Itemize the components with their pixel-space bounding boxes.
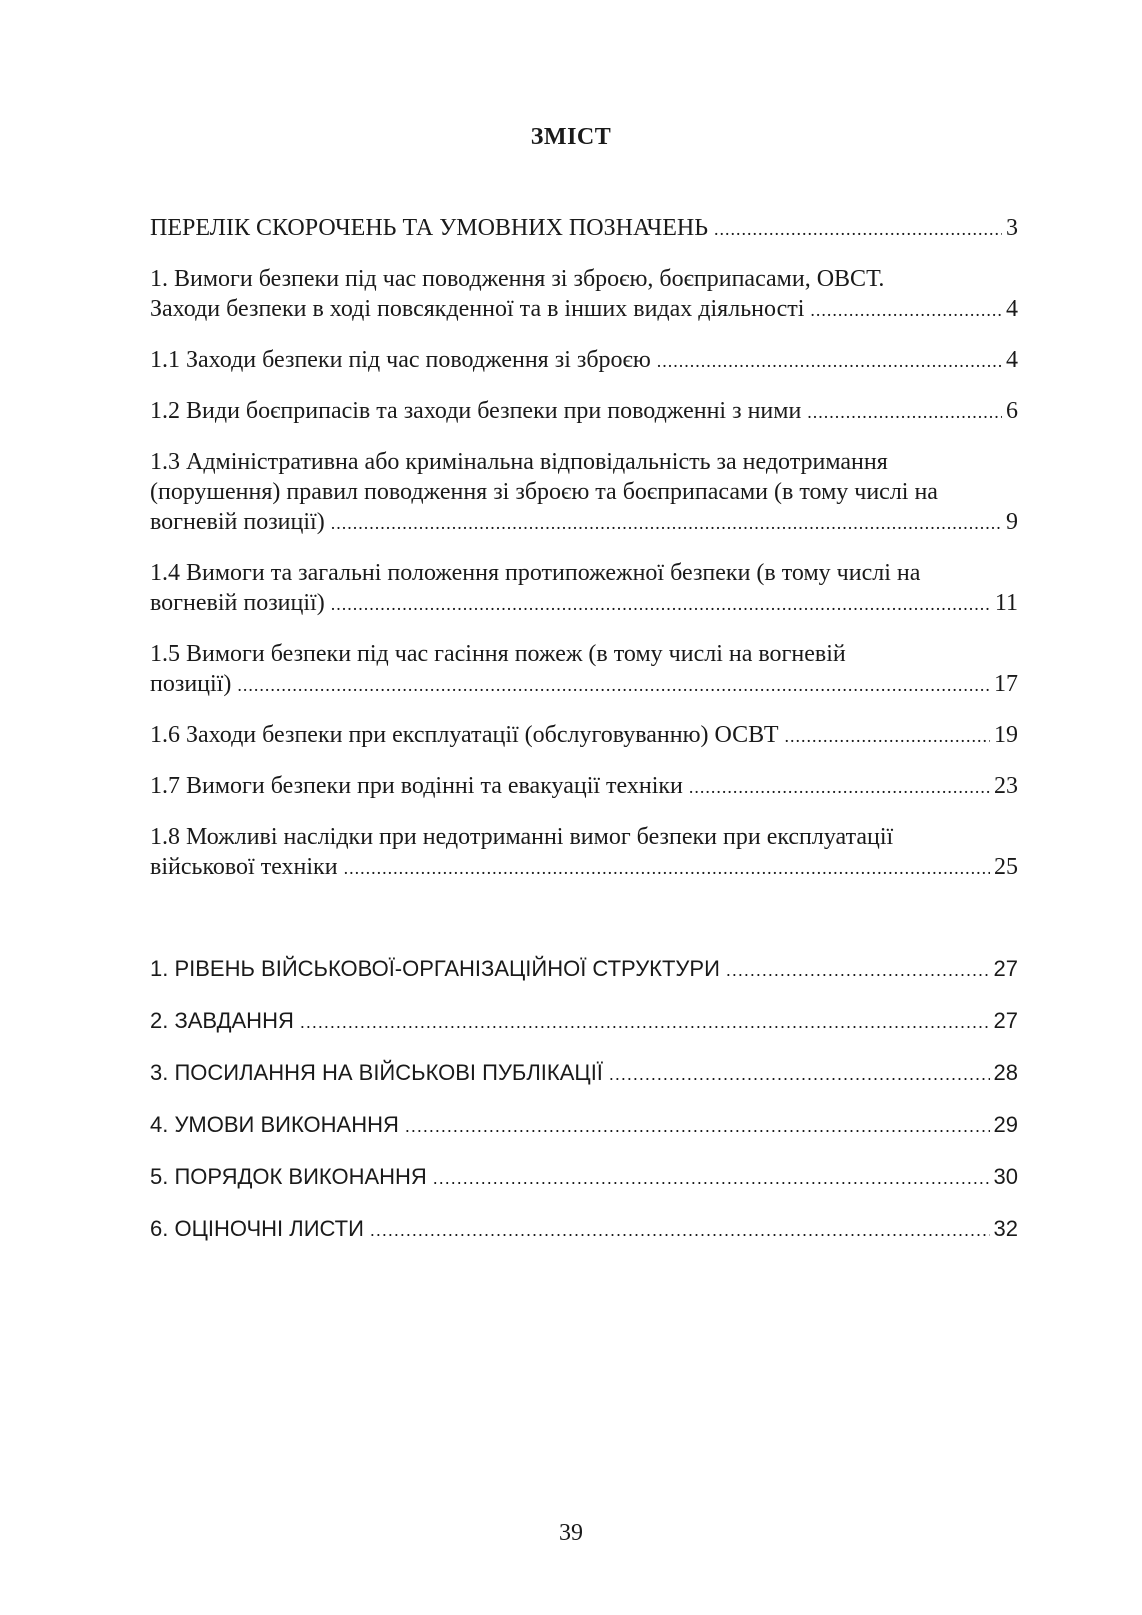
dot-leader: [405, 1111, 990, 1141]
toc-entry-page: 11: [994, 590, 1018, 616]
toc-entry-text-line: (порушення) правил поводження зі зброєю та боєприпасами (в тому числі на: [150, 479, 938, 505]
toc-entry-page: 3: [1006, 215, 1018, 241]
dot-leader: [609, 1059, 990, 1089]
toc-entry-page: 27: [993, 1008, 1018, 1033]
page-number: 39: [559, 1520, 583, 1546]
toc-entry-text: 1.1 Заходи безпеки під час поводження зі зброєю: [150, 347, 651, 373]
toc-entry-1-5[interactable]: [150, 639, 1018, 700]
dot-leader: [331, 508, 1002, 538]
toc-entry-page: 27: [993, 956, 1018, 981]
toc-entry-text: 1.6 Заходи безпеки при експлуатації (обслуговуванню) ОСВТ: [150, 722, 779, 748]
dot-leader: [433, 1163, 990, 1193]
dot-leader: [370, 1215, 990, 1245]
toc-entry-page: 9: [1006, 509, 1018, 535]
toc-entry-page: 17: [994, 671, 1018, 697]
toc-entry-section-4[interactable]: [150, 1110, 1018, 1141]
toc-entry-text: вогневій позиції): [150, 590, 325, 616]
dot-leader: [331, 589, 991, 619]
dot-leader: [785, 721, 991, 751]
toc-entry-1-8[interactable]: [150, 822, 1018, 883]
toc-entry-page: 4: [1006, 347, 1018, 373]
dot-leader: [726, 955, 990, 985]
dot-leader: [714, 214, 1002, 244]
toc-entry-text: 2. ЗАВДАННЯ: [150, 1008, 294, 1033]
dot-leader: [689, 772, 990, 802]
toc-entry-text: 1.2 Види боєприпасів та заходи безпеки при поводженні з ними: [150, 398, 802, 424]
toc-entry-text-line: 1. Вимоги безпеки під час поводження зі зброєю, боєприпасами, ОВСТ.: [150, 266, 885, 292]
toc-entry-abbreviations[interactable]: [150, 213, 1018, 244]
dot-leader: [344, 853, 990, 883]
toc-entry-text: 4. УМОВИ ВИКОНАННЯ: [150, 1112, 399, 1137]
toc-entry-page: 30: [993, 1164, 1018, 1189]
toc-entry-1-7[interactable]: [150, 771, 1018, 802]
dot-leader: [657, 346, 1002, 376]
toc-entry-text: 1.7 Вимоги безпеки при водінні та евакуації техніки: [150, 773, 683, 799]
toc-entry-1-4[interactable]: [150, 558, 1018, 619]
toc-entry-section-2[interactable]: [150, 1006, 1018, 1037]
toc-entry-page: 25: [994, 854, 1018, 880]
dot-leader: [807, 397, 1002, 427]
toc-entry-page: 6: [1006, 398, 1018, 424]
toc-entry-text: ПЕРЕЛІК СКОРОЧЕНЬ ТА УМОВНИХ ПОЗНАЧЕНЬ: [150, 215, 708, 241]
toc-entry-text: 6. ОЦІНОЧНІ ЛИСТИ: [150, 1216, 364, 1241]
toc-entry-1[interactable]: [150, 264, 1018, 325]
dot-leader: [300, 1007, 990, 1037]
table-of-contents: [150, 213, 1018, 1245]
toc-entry-page: 23: [994, 773, 1018, 799]
toc-entry-text: 1. РІВЕНЬ ВІЙСЬКОВОЇ-ОРГАНІЗАЦІЙНОЇ СТРУКТУРИ: [150, 956, 720, 981]
toc-entry-1-1[interactable]: [150, 345, 1018, 376]
toc-entry-page: 29: [993, 1112, 1018, 1137]
toc-entry-1-2[interactable]: [150, 396, 1018, 427]
toc-entry-page: 28: [993, 1060, 1018, 1085]
dot-leader: [810, 295, 1002, 325]
toc-entry-text-line: 1.4 Вимоги та загальні положення протипожежної безпеки (в тому числі на: [150, 560, 921, 586]
toc-entry-text: 5. ПОРЯДОК ВИКОНАННЯ: [150, 1164, 427, 1189]
toc-entry-text-line: 1.3 Адміністративна або кримінальна відповідальність за недотримання: [150, 449, 888, 475]
dot-leader: [237, 670, 990, 700]
toc-entry-section-6[interactable]: [150, 1214, 1018, 1245]
toc-entry-section-1[interactable]: [150, 954, 1018, 985]
toc-entry-text: 3. ПОСИЛАННЯ НА ВІЙСЬКОВІ ПУБЛІКАЦІЇ: [150, 1060, 603, 1085]
toc-entry-1-3[interactable]: [150, 447, 1018, 538]
toc-entry-text: позиції): [150, 671, 232, 697]
toc-entry-page: 32: [993, 1216, 1018, 1241]
toc-entry-text: військової техніки: [150, 854, 338, 880]
toc-entry-section-5[interactable]: [150, 1162, 1018, 1193]
toc-entry-text: вогневій позиції): [150, 509, 325, 535]
toc-entry-text-line: 1.5 Вимоги безпеки під час гасіння пожеж (в тому числі на вогневій: [150, 641, 846, 667]
toc-entry-section-3[interactable]: [150, 1058, 1018, 1089]
toc-entry-1-6[interactable]: [150, 720, 1018, 751]
toc-entry-page: 4: [1006, 296, 1018, 322]
toc-entry-text-line: 1.8 Можливі наслідки при недотриманні вимог безпеки при експлуатації: [150, 824, 894, 850]
toc-entry-page: 19: [994, 722, 1018, 748]
page-title: ЗМІСТ: [530, 124, 612, 150]
toc-entry-text: Заходи безпеки в ході повсякденної та в інших видах діяльності: [150, 296, 805, 322]
